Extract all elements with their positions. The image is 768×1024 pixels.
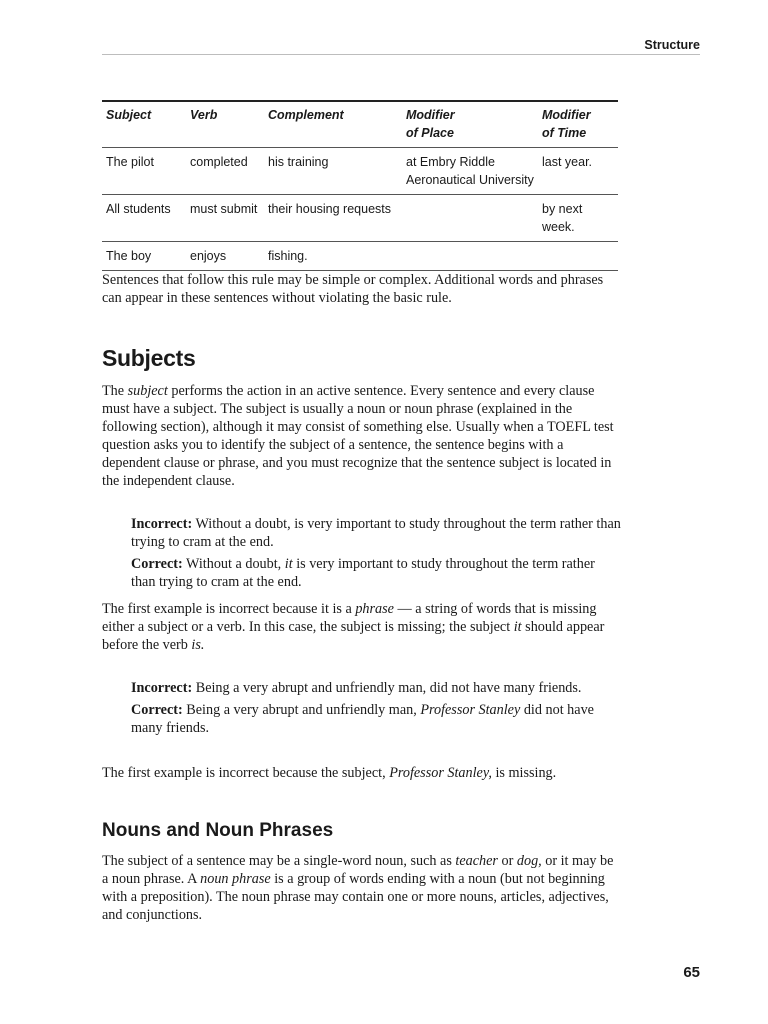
table-row: [102, 195, 618, 242]
intro-paragraph: Sentences that follow this rule may be simple or complex. Additional words and phrases can appear in these sentences without violating the basic rule.: [102, 272, 604, 306]
column-header-complement: Complement: [264, 101, 402, 148]
correct-example: Correct: Being a very abrupt and unfriendly man, Professor Stanley did not have many friends.: [131, 702, 594, 736]
table-cell: by next week.: [538, 195, 618, 242]
explanation-paragraph-2: The first example is incorrect because the subject, Professor Stanley, is missing.: [102, 765, 557, 781]
column-header-modifier-of-time: Modifier of Time: [538, 101, 618, 148]
table-cell: at Embry Riddle Aeronautical University: [402, 148, 538, 195]
table-cell: [538, 242, 618, 271]
section-heading-nouns: Nouns and Noun Phrases: [102, 820, 334, 841]
table-cell: fishing.: [264, 242, 402, 271]
column-header-modifier-of-place: Modifier of Place: [402, 101, 538, 148]
explanation-paragraph-1: The first example is incorrect because it is a phrase — a string of words that is missing either a subject or a verb. In this case, the subject is missing; the subject it should appear before the verb is.: [102, 601, 605, 653]
term-subject: subject: [127, 383, 168, 399]
table-cell: last year.: [538, 148, 618, 195]
table-cell: The pilot: [102, 148, 186, 195]
table-cell: [402, 195, 538, 242]
column-header-subject: Subject: [102, 101, 186, 148]
incorrect-example: Incorrect: Being a very abrupt and unfriendly man, did not have many friends.: [131, 680, 582, 696]
example-1: [131, 515, 621, 591]
table-row: [102, 242, 618, 271]
header-rule: [102, 54, 700, 55]
section-heading-subjects: Subjects: [102, 345, 196, 371]
incorrect-example: Incorrect: Without a doubt, is very important to study throughout the term rather than trying to cram at the end.: [131, 516, 621, 550]
table-cell: must submit: [186, 195, 264, 242]
correct-example: Correct: Without a doubt, it is very important to study throughout the term rather than trying to cram at the end.: [131, 556, 595, 590]
table-cell: his training: [264, 148, 402, 195]
table-cell: The boy: [102, 242, 186, 271]
column-header-verb: Verb: [186, 101, 264, 148]
subjects-paragraph: The subject performs the action in an active sentence. Every sentence and every clause must have a subject. The subject is usually a noun or noun phrase (explained in the following section), although it may consist of something else. Usually when a TOEFL test question asks you to identify the subject of a sentence, the sentence begins with a dependent clause or phrase, and you must recognize that the sentence subject is located in the independent clause.: [102, 383, 614, 489]
table-cell: their housing requests: [264, 195, 402, 242]
table-cell: completed: [186, 148, 264, 195]
table-cell: enjoys: [186, 242, 264, 271]
page-number: 65: [683, 964, 700, 981]
table-cell: [402, 242, 538, 271]
example-2: [131, 679, 621, 737]
nouns-paragraph: The subject of a sentence may be a single-word noun, such as teacher or dog, or it may be a noun phrase. A noun phrase is a group of words ending with a noun (but not beginning with a preposition). The noun phrase may contain one or more nouns, articles, adjectives, and conjunctions.: [102, 853, 614, 923]
sentence-structure-table: [102, 100, 618, 271]
table-row: [102, 148, 618, 195]
running-head: Structure: [644, 38, 700, 52]
table-cell: All students: [102, 195, 186, 242]
table-header-row: [102, 101, 618, 148]
